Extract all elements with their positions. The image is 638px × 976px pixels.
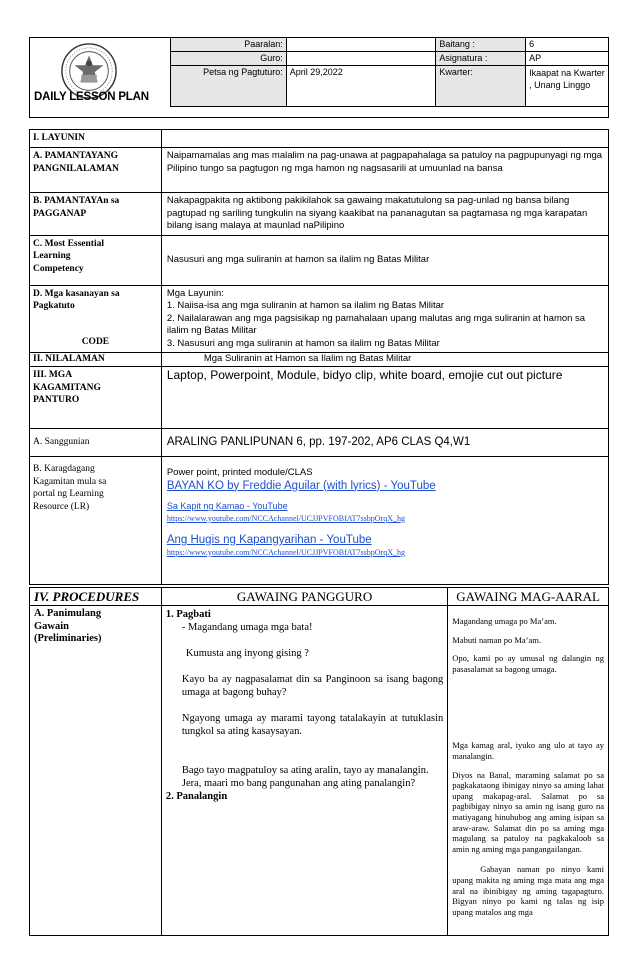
teacher-jera: Jera, maari mo bang pangunahan ang ating panalangin? (181, 778, 416, 789)
layunin-empty (161, 130, 608, 148)
sanggunian-value: ARALING PANLIPUNAN 6, pp. 197-202, AP6 CLAS Q4,W1 (161, 429, 608, 457)
nilalaman-value: Mga Suliranin at Hamon sa Ilalim ng Batas Militar (161, 353, 608, 367)
panalangin-heading: 2. Panalangin (165, 791, 228, 802)
sa-kapit-url[interactable]: https://www.youtube.com/NCCAchannel/UCJJPVFOBfAT7ssbpOrqX_hg (166, 513, 405, 523)
sa-kapit-link[interactable]: Sa Kapit ng Kamao - YouTube (166, 501, 288, 511)
competency-value: Nasusuri ang mga suliranin at hamon sa ilalim ng Batas Militar (161, 235, 608, 285)
layunin-item-1: 1. Naiisa-isa ang mga suliranin at hamon sa ilalim ng Batas Militar (166, 300, 445, 311)
teacher-activities (161, 606, 447, 936)
sanggunian-label: A. Sanggunian (30, 429, 162, 457)
kagamitan-label: III. MGA KAGAMITANG PANTURO (30, 367, 162, 429)
header-info-table (170, 37, 609, 107)
student-kamag-aral: Mga kamag aral, iyuko ang ulo at tayo ay manalangin. (452, 740, 604, 761)
student-dasal-1: Diyos na Banal, maraming salamat po sa pagkakataong ibinigay ninyo sa aming lahat upang makapag-aral. Salamat po sa pagbibigay ninyo sa amin ng isang guro na matiyagang hinuhubog ang aming isipan sa araw-araw. Salamat din po sa aming mga magulang sa patuloy na pagkakaloob sa amin ng aming mga pangangailangan. (452, 769, 604, 854)
layunin-list (161, 285, 608, 353)
student-greeting: Magandang umaga po Ma’am. (452, 616, 557, 626)
ang-hugis-url[interactable]: https://www.youtube.com/NCCAchannel/UCJJPVFOBfAT7ssbpOrqX_hg (166, 547, 405, 557)
kagamitan-value: Laptop, Powerpoint, Module, bidyo clip, white board, emojie cut out picture (161, 367, 608, 429)
panimulang-gawain-label: A. Panimulang Gawain (Preliminaries) (30, 606, 162, 936)
teacher-bago-tayo: Bago tayo magpatuloy sa ating aralin, tayo ay manalangin. (181, 765, 429, 776)
bayan-ko-link[interactable]: BAYAN KO by Freddie Aguilar (with lyrics) - YouTube (166, 479, 436, 492)
layunin-title: Mga Layunin: (166, 287, 224, 299)
karagdagang-label: B. Karagdagang Kagamitan mula sa portal ng Learning Resource (LR) (30, 457, 162, 585)
kasanayan-label: D. Mga kasanayan sa Pagkatuto (33, 288, 120, 311)
procedures-heading: IV. PROCEDURES (30, 588, 162, 606)
kwarter-label: Kwarter: (436, 66, 526, 107)
kwarter-value: Ikaapat na Kwarter , Unang Linggo (526, 66, 609, 107)
code-label: CODE (81, 336, 110, 347)
teacher-nagpasalamat: Kayo ba ay nagpasalamat din sa Panginoon sa isang bagong umaga at bagong buhay? (181, 674, 444, 698)
teacher-greeting: - Magandang umaga mga bata! (181, 622, 313, 633)
nilalaman-label: II. NILALAMAN (30, 353, 162, 367)
competency-label: C. Most Essential Learning Competency (30, 235, 162, 285)
kar-line1: Power point, printed module/CLAS (166, 467, 313, 478)
guro-label: Guro: (171, 52, 287, 66)
gawaing-panggguro-heading: GAWAING PANGGURO (161, 588, 447, 606)
asignatura-label: Asignatura : (436, 52, 526, 66)
paaralan-value (286, 38, 436, 52)
petsa-label: Petsa ng Pagtuturo: (171, 66, 287, 107)
guro-value (286, 52, 436, 66)
teacher-kumusta: Kumusta ang inyong gising ? (185, 648, 309, 659)
ang-hugis-link[interactable]: Ang Hugis ng Kapangyarihan - YouTube (166, 534, 372, 546)
karagdagang-value (161, 457, 608, 585)
asignatura-value: AP (526, 52, 609, 66)
procedures-table (29, 587, 609, 936)
baitang-value: 6 (526, 38, 609, 52)
student-activities (448, 606, 609, 936)
paaralan-label: Paaralan: (171, 38, 287, 52)
teacher-ngayong-umaga: Ngayong umaga ay marami tayong tatalakayin at tutuklasin tungkol sa ating kasaysayan. (181, 713, 444, 737)
page-title: DAILY LESSON PLAN (34, 91, 149, 103)
pagganap-label: B. PAMANTAYAn sa PAGGANAP (30, 193, 162, 236)
student-opo: Opo, kami po ay umusal ng dalangin ng pasasalamat sa bagong umaga. (452, 653, 604, 674)
pamantayang-label: A. PAMANTAYANG PANGNILALAMAN (30, 148, 162, 193)
kasanayan-cell (30, 285, 162, 353)
lesson-content-table (29, 129, 609, 585)
student-dasal-2: Gabayan naman po ninyo kami upang makita ng aming mga mata ang mga aral na ibinibigay ng aming tagapagturo. Bigyan ninyo po kami ng talas ng isip upang matalos ang mga (452, 864, 604, 917)
student-mabuti: Mabuti naman po Ma’am. (452, 634, 542, 645)
gawaing-mag-aaral-heading: GAWAING MAG-AARAL (448, 588, 609, 606)
petsa-value: April 29,2022 (286, 66, 436, 107)
layunin-heading: I. LAYUNIN (30, 130, 162, 148)
pagganap-value: Nakapagpakita ng aktibong pakikilahok sa gawaing makatutulong sa pag-unlad ng bansa bilang pagtupad ng sariling tungkulin na siyang kaakibat na pananagutan sa pagtamasa ng mga karapatan bilang isang malaya at maunlad naPilipino (161, 193, 608, 236)
pagbati-heading: 1. Pagbati (165, 609, 211, 620)
layunin-item-2: 2. Nailalarawan ang mga pagsisikap ng pamahalaan upang malutas ang mga suliranin at hamon sa ilalim ng Batas Militar (166, 312, 586, 336)
baitang-label: Baitang : (436, 38, 526, 52)
layunin-item-3: 3. Nasusuri ang mga suliranin at hamon sa ilalim ng Batas Militar (166, 337, 440, 349)
pamantayang-value: Naipamamalas ang mas malalim na pag-unawa at pagpapahalaga sa patuloy na pagpupunyagi ng mga Pilipino tungo sa pagtugon ng mga hamon ng nagsasarili at umuunlad na bansa (161, 148, 608, 193)
